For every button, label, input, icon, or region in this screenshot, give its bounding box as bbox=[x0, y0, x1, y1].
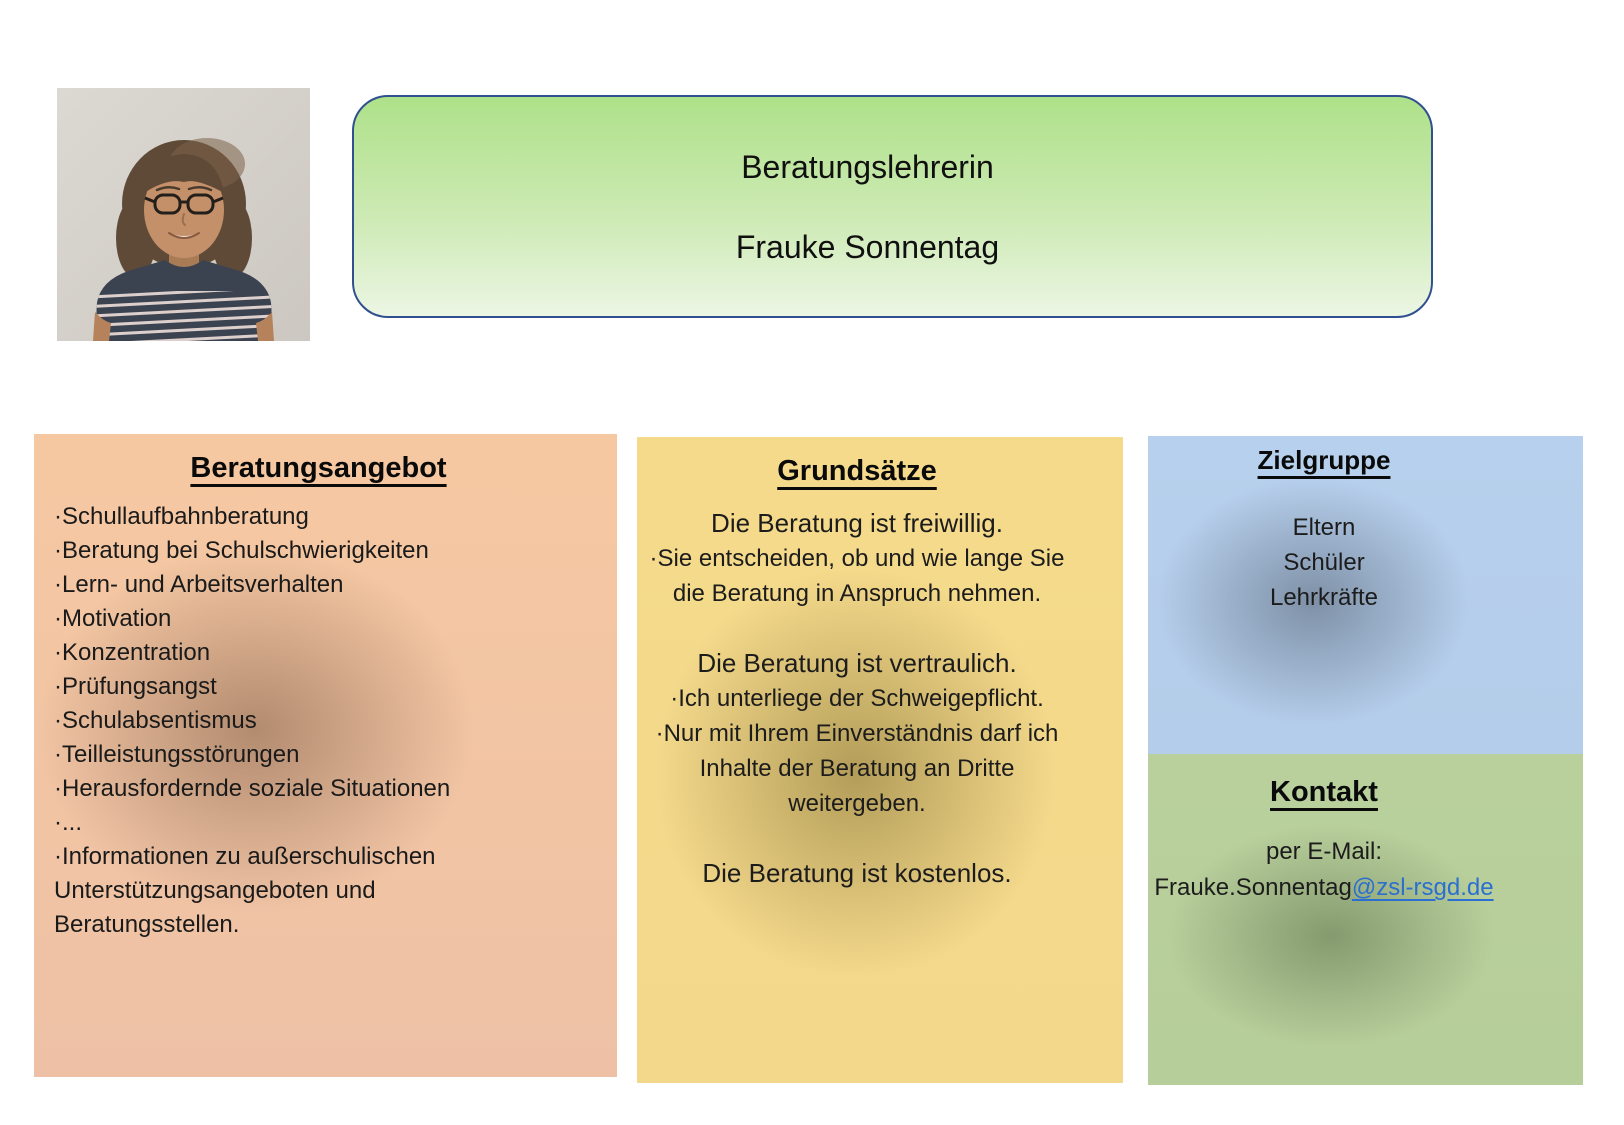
target-group-item: Lehrkräfte bbox=[1269, 584, 1379, 611]
offer-item: ·Konzentration bbox=[54, 639, 211, 666]
principle-lead: Die Beratung ist kostenlos. bbox=[702, 858, 1012, 888]
woman-portrait-illustration bbox=[57, 88, 310, 341]
offer-item: ·... bbox=[54, 809, 82, 836]
offer-item: ·Informationen zu außerschulischen Unterstützungsangeboten und Beratungsstellen. bbox=[54, 843, 436, 938]
offer-item: ·Schulabsentismus bbox=[54, 707, 257, 734]
offer-item: ·Herausfordernde soziale Situationen bbox=[54, 775, 451, 802]
offer-item: ·Motivation bbox=[54, 605, 172, 632]
principles-box bbox=[637, 437, 1123, 1083]
offer-item: ·Beratung bei Schulschwierigkeiten bbox=[54, 537, 429, 564]
principle-lead: Die Beratung ist freiwillig. bbox=[711, 508, 1003, 538]
target-group-item: Schüler bbox=[1283, 549, 1365, 576]
principle-detail: ·Nur mit Ihrem Einverständnis darf ich Inhalte der Beratung an Dritte weitergeben. bbox=[655, 720, 1059, 817]
target-group-list bbox=[1148, 510, 1500, 615]
principles-heading: Grundsätze bbox=[777, 455, 937, 487]
contact-method-label: per E-Mail: bbox=[1265, 838, 1383, 865]
offer-heading: Beratungsangebot bbox=[190, 452, 447, 484]
portrait-photo bbox=[57, 88, 310, 341]
title-card bbox=[352, 95, 1433, 318]
target-group-box bbox=[1148, 436, 1583, 754]
principle-lead: Die Beratung ist vertraulich. bbox=[697, 648, 1017, 678]
contact-body bbox=[1148, 834, 1500, 906]
offer-item: ·Prüfungsangst bbox=[54, 673, 217, 700]
contact-heading: Kontakt bbox=[1270, 776, 1378, 808]
offer-list bbox=[48, 500, 494, 942]
contact-box bbox=[1148, 754, 1583, 1085]
offer-item: ·Lern- und Arbeitsverhalten bbox=[54, 571, 344, 598]
contact-email-line bbox=[1148, 870, 1500, 906]
target-group-item: Eltern bbox=[1292, 514, 1356, 541]
principle-detail: ·Sie entscheiden, ob und wie lange Sie die Beratung in Anspruch nehmen. bbox=[649, 545, 1065, 607]
offer-item: ·Teilleistungsstörungen bbox=[54, 741, 300, 768]
target-group-heading: Zielgruppe bbox=[1257, 445, 1391, 475]
principle-detail: ·Ich unterliege der Schweigepflicht. bbox=[670, 685, 1044, 712]
offer-box bbox=[34, 434, 617, 1077]
email-link[interactable]: @zsl-rsgd.de bbox=[1351, 874, 1494, 901]
offer-item: ·Schullaufbahnberatung bbox=[54, 503, 309, 530]
role-title: Beratungslehrerin bbox=[741, 148, 994, 185]
person-name: Frauke Sonnentag bbox=[735, 228, 1000, 265]
email-local-part: Frauke.Sonnentag bbox=[1154, 874, 1352, 901]
